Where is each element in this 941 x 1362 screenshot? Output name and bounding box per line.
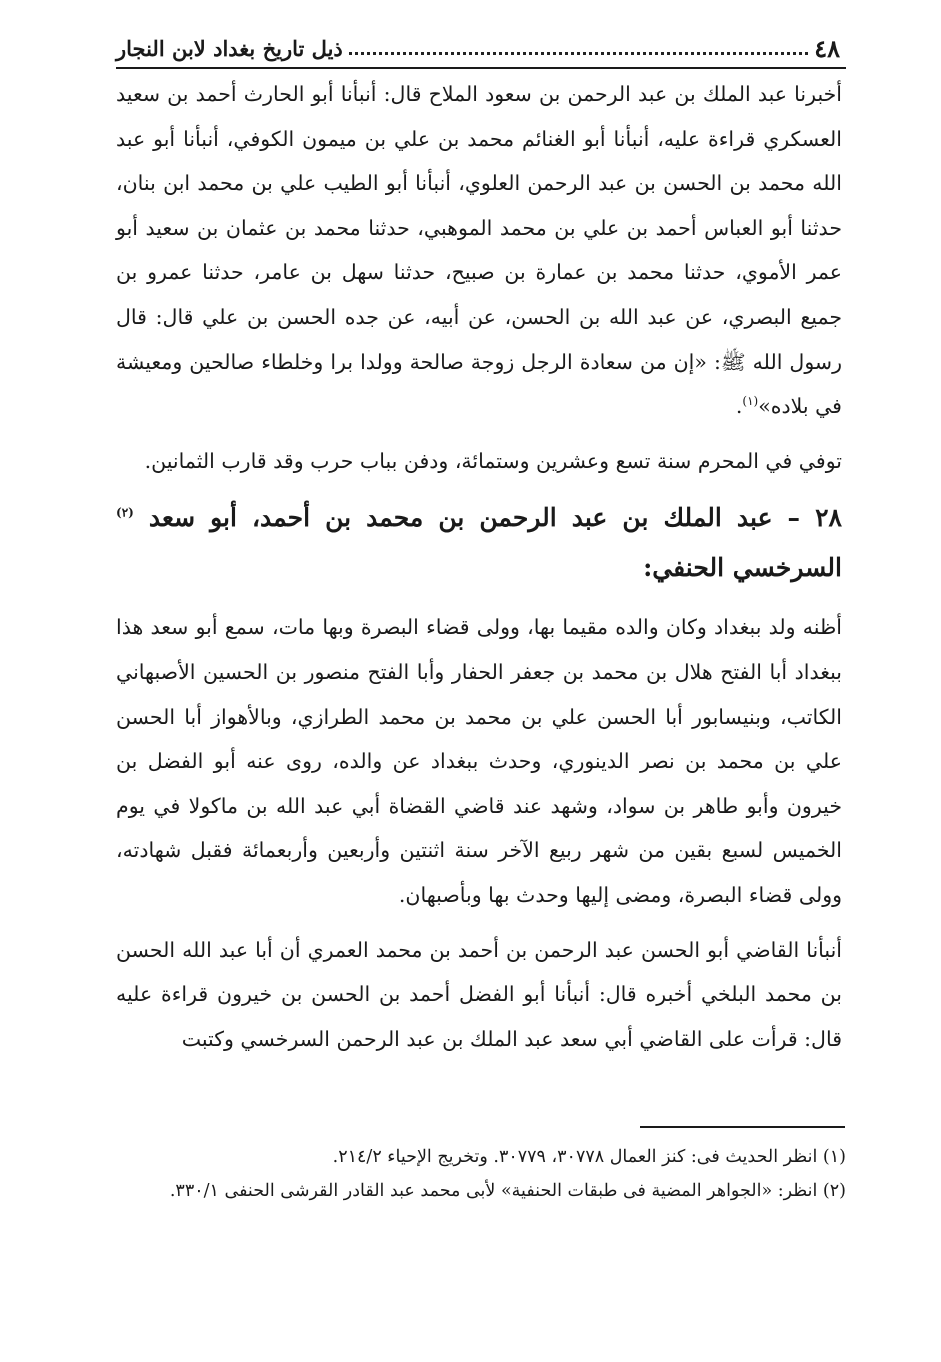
page-number: ٤٨	[814, 33, 840, 63]
footnote-separator	[640, 1126, 845, 1128]
main-text	[116, 72, 842, 1061]
footnote-1: (١) انظر الحديث فى: كنز العمال ٣٠٧٧٨، ٣٠٧٧٩. وتخريج الإحياء ٢١٤/٢.	[332, 1147, 846, 1167]
entry-heading	[116, 493, 842, 593]
footnote-ref-1: (١)	[742, 394, 759, 409]
paragraph-isnad-1-end: .	[735, 394, 743, 419]
paragraph-isnad-2: أنبأنا القاضي أبو الحسن عبد الرحمن بن أحمد بن محمد العمري أن أبا عبد الله الحسن بن محمد البلخي أخبره قال: أنبأنا أبو الفضل أحمد بن الحسن بن خيرون قراءة عليه قال: قرأت على القاضي أبي سعد عبد الملك بن عبد الرحمن السرخسي وكتبت	[116, 937, 842, 1051]
paragraph-death-note: توفي في المحرم سنة تسع وعشرين وستمائة، ودفن بباب حرب وقد قارب الثمانين.	[144, 448, 842, 473]
footnote-ref-2: (٢)	[116, 506, 134, 521]
header-dot-leader	[349, 52, 808, 55]
running-title: ذيل تاريخ بغداد لابن النجار	[116, 35, 343, 61]
header-rule	[116, 67, 846, 69]
paragraph-biography: أظنه ولد ببغداد وكان والده مقيما بها، وولى قضاء البصرة وبها مات، سمع أبو سعد هذا ببغداد أبا الفتح هلال بن محمد بن جعفر الحفار وأبا الفتح منصور بن الحسين الأصبهاني الكاتب، وبنيسابور أبا الحسن علي بن محمد بن محمد الطرازي، وبالأهواز أبا الحسن علي بن محمد بن نصر الدينوري، وحدث ببغداد عن والده، روى عنه أبو الفضل بن خيرون وأبو طاهر بن سواد، وشهد عند قاضي القضاة أبي عبد الله بن ماكولا في يوم الخميس لسبع بقين من شهر ربيع الآخر سنة اثنتين وأربعين وأربعمائة فقبل شهادته، وولى قضاء البصرة، ومضى إليها وحدث بها وبأصبهان.	[116, 615, 842, 907]
running-header	[116, 30, 840, 66]
entry-heading-start: ٢٨ – عبد الملك بن عبد الرحمن بن محمد بن أحمد، أبو سعد	[148, 503, 842, 533]
footnote-2: (٢) انظر: «الجواهر المضية فى طبقات الحنفية» لأبى محمد عبد القادر القرشى الحنفى ٣٣٠/١.	[169, 1181, 846, 1201]
footnotes	[116, 1140, 846, 1208]
paragraph-isnad-1-text: أخبرنا عبد الملك بن عبد الرحمن بن سعود الملاح قال: أنبأنا أبو الحارث أحمد بن سعيد العسكري قراءة عليه، أنبأنا أبو الغنائم محمد بن علي بن ميمون الكوفي، أنبأنا أبو عبد الله محمد بن الحسن بن عبد الرحمن العلوي، أنبأنا أبو الطيب علي بن محمد ابن بنان، حدثنا أبو العباس أحمد بن علي بن محمد الموهبي، حدثنا محمد بن عثمان بن سعيد أبو عمر الأموي، حدثنا محمد بن عمارة بن صبيح، حدثنا سهل بن عامر، حدثنا عمرو بن جميع البصري، عن عبد الله بن الحسن، عن أبيه، عن جده الحسن بن علي قال: قال رسول الله ﷺ: «إن من سعادة الرجل زوجة صالحة وولدا برا وخلطاء صالحين ومعيشة في بلاده»	[116, 82, 842, 419]
entry-heading-end: السرخسي الحنفي:	[643, 553, 842, 583]
paragraph-isnad-1	[116, 72, 842, 429]
